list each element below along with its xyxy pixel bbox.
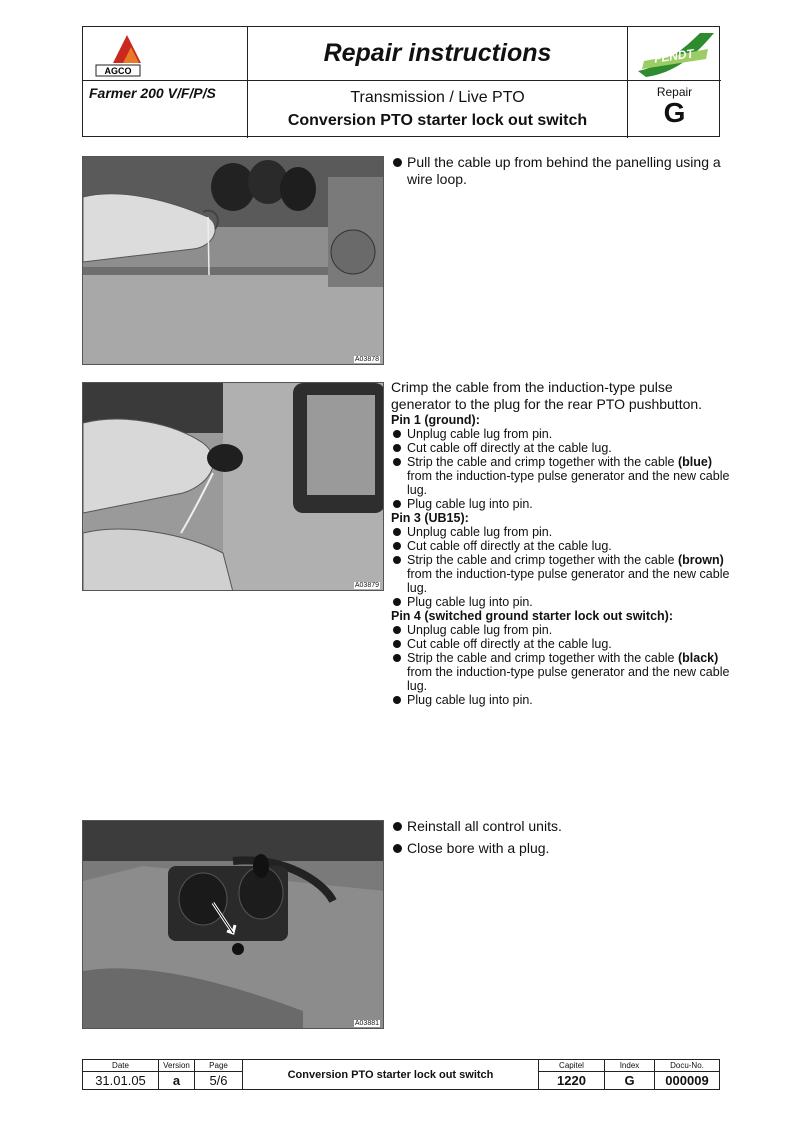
- fendt-logo-cell: [628, 27, 721, 81]
- step1-bullet: Pull the cable up from behind the panelling using a wire loop.: [391, 154, 731, 188]
- page-title-cell: [248, 27, 628, 81]
- footer-index-value: G: [624, 1073, 635, 1088]
- footer-docu-value: 000009: [665, 1073, 709, 1088]
- pin1-step-4: Plug cable lug into pin.: [391, 497, 731, 511]
- pin3-step-3-text: Strip the cable and crimp together with the cable: [407, 553, 678, 567]
- subtitle-cell: [248, 81, 628, 138]
- pin1-heading: Pin 1 (ground):: [391, 413, 480, 427]
- step3-bullet-2: Close bore with a plug.: [391, 840, 731, 857]
- pin3-step-1: Unplug cable lug from pin.: [391, 525, 731, 539]
- pin1-step-3-rest: from the induction-type pulse generator and the new cable lug.: [407, 469, 730, 497]
- agco-logo-cell: [83, 27, 248, 81]
- pin3-step-4: Plug cable lug into pin.: [391, 595, 731, 609]
- pin4-cable-color: (black): [677, 651, 719, 665]
- photo-cable-pull: [82, 156, 384, 365]
- step2-intro: Crimp the cable from the induction-type pulse generator to the plug for the rear PTO pushbutton.: [391, 379, 703, 412]
- step3-bullet-1: Reinstall all control units.: [391, 818, 731, 835]
- pin1-step-3: [391, 455, 731, 497]
- fendt-logo-text: FENDT: [653, 46, 695, 66]
- footer-date: [83, 1060, 159, 1089]
- footer-page: [195, 1060, 243, 1089]
- agco-logo-text: AGCO: [104, 66, 132, 76]
- footer-version-value: a: [172, 1073, 181, 1088]
- pin3-step-3-rest: from the induction-type pulse generator and the new cable lug.: [407, 567, 730, 595]
- photo-control-units-image: [83, 821, 384, 1029]
- photo-code: A03879: [354, 582, 379, 589]
- pin4-step-3-text: Strip the cable and crimp together with the cable: [407, 651, 678, 665]
- photo-control-units: [82, 820, 384, 1029]
- subtitle-category: Transmission / Live PTO: [350, 89, 525, 106]
- pin4-step-4: Plug cable lug into pin.: [391, 693, 731, 707]
- pin1-step-3-text: Strip the cable and crimp together with the cable: [407, 455, 678, 469]
- pin4-step-3: [391, 651, 731, 693]
- footer-capitel-value: 1220: [557, 1073, 586, 1088]
- pin3-cable-color: (brown): [677, 553, 724, 567]
- footer-title: Conversion PTO starter lock out switch: [243, 1060, 539, 1089]
- step2-text: [391, 379, 731, 707]
- pin3-step-2: Cut cable off directly at the cable lug.: [391, 539, 731, 553]
- footer-docu: [655, 1060, 719, 1089]
- subtitle-topic: Conversion PTO starter lock out switch: [287, 112, 588, 129]
- footer-capitel: [539, 1060, 605, 1089]
- photo-crimp-cable: [82, 382, 384, 591]
- repair-label: Repair: [656, 85, 693, 99]
- repair-code: G: [663, 97, 686, 128]
- agco-logo: [83, 27, 248, 81]
- pin1-step-2: Cut cable off directly at the cable lug.: [391, 441, 731, 455]
- photo-crimp-cable-image: [83, 383, 384, 591]
- pin4-heading: Pin 4 (switched ground starter lock out switch):: [391, 609, 673, 623]
- fendt-logo: [628, 27, 721, 81]
- pin1-cable-color: (blue): [677, 455, 713, 469]
- photo-code: A03881: [354, 1020, 379, 1027]
- pin3-step-3: [391, 553, 731, 595]
- pin1-step-1: Unplug cable lug from pin.: [391, 427, 731, 441]
- step1-text: [391, 154, 731, 193]
- pin4-step-3-rest: from the induction-type pulse generator and the new cable lug.: [407, 665, 730, 693]
- photo-cable-pull-image: [83, 157, 384, 365]
- step3-text: [391, 818, 731, 862]
- header-table: [82, 26, 720, 137]
- footer-index: [605, 1060, 655, 1089]
- footer-date-value: 31.01.05: [95, 1073, 146, 1088]
- page-title: Repair instructions: [323, 39, 552, 67]
- repair-cell: [628, 81, 721, 138]
- footer-table: [82, 1059, 720, 1090]
- model-cell: [83, 81, 248, 138]
- pin4-step-2: Cut cable off directly at the cable lug.: [391, 637, 731, 651]
- footer-docu-label: Docu-No.: [655, 1060, 719, 1072]
- pin4-step-1: Unplug cable lug from pin.: [391, 623, 731, 637]
- footer-index-label: Index: [605, 1060, 654, 1072]
- footer-page-value: 5/6: [209, 1073, 228, 1088]
- footer-version-label: Version: [159, 1060, 194, 1072]
- pin3-heading: Pin 3 (UB15):: [391, 511, 469, 525]
- model-name: Farmer 200 V/F/P/S: [89, 85, 216, 101]
- footer-page-label: Page: [195, 1060, 242, 1072]
- footer-version: [159, 1060, 195, 1089]
- photo-code: A03878: [354, 356, 379, 363]
- footer-date-label: Date: [83, 1060, 158, 1072]
- footer-capitel-label: Capitel: [539, 1060, 604, 1072]
